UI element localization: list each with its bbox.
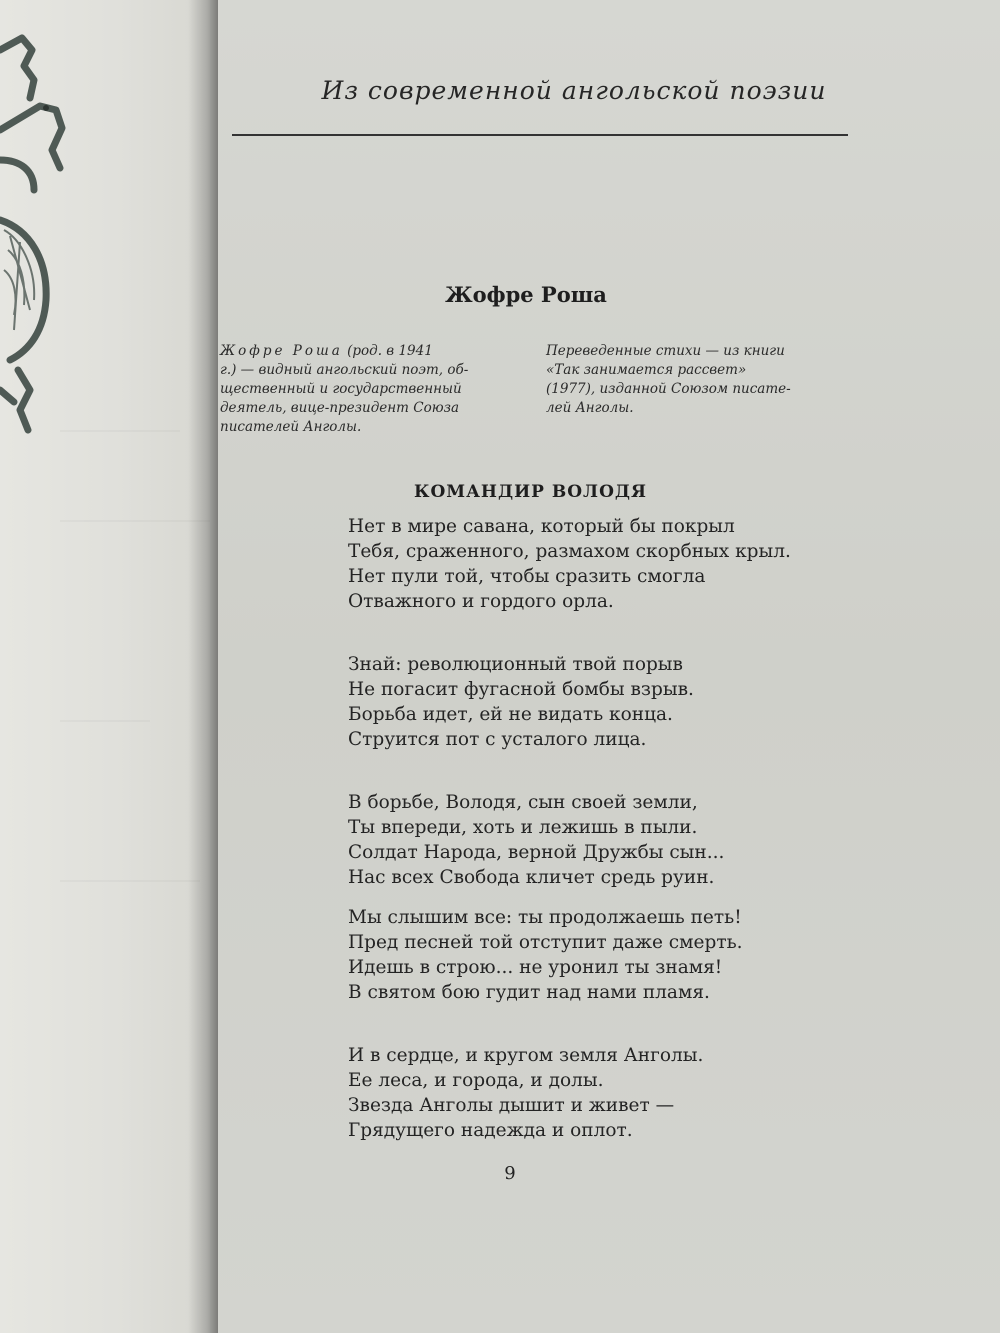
right-page bbox=[218, 0, 1000, 1333]
note-line: Переведенные стихи — из книги bbox=[546, 343, 785, 359]
poem-line: И в сердце, и кругом земля Анголы. bbox=[348, 1045, 704, 1066]
bio-line: деятель, вице-президент Союза bbox=[220, 400, 459, 416]
poem-stanza bbox=[348, 1043, 848, 1143]
poem-stanza bbox=[348, 790, 848, 890]
author-heading: Жофре Роша bbox=[445, 282, 607, 307]
poem-line: Нет в мире савана, который бы покрыл bbox=[348, 516, 735, 537]
poem-line: Нет пули той, чтобы сразить смогла bbox=[348, 566, 706, 587]
poem-stanza bbox=[348, 514, 848, 614]
bio-author-name: Жофре Роша bbox=[220, 343, 343, 359]
poem-line: Ты впереди, хоть и лежишь в пыли. bbox=[348, 817, 698, 838]
poem-line: Пред песней той отступит даже смерть. bbox=[348, 932, 743, 953]
note-line: лей Анголы. bbox=[546, 400, 634, 416]
left-page bbox=[0, 0, 210, 1333]
poem-line: Ее леса, и города, и долы. bbox=[348, 1070, 604, 1091]
poem-line: В борьбе, Володя, сын своей земли, bbox=[348, 792, 698, 813]
poem-line: Грядущего надежда и оплот. bbox=[348, 1120, 633, 1141]
poem-line: Струится пот с усталого лица. bbox=[348, 729, 647, 750]
translation-note bbox=[546, 342, 844, 418]
note-line: «Так занимается рассвет» bbox=[546, 362, 747, 378]
poem-line: Мы слышим все: ты продолжаешь петь! bbox=[348, 907, 742, 928]
poem-line: В святом бою гудит над нами пламя. bbox=[348, 982, 710, 1003]
show-through-mark bbox=[60, 880, 200, 882]
poem-line: Борьба идет, ей не видать конца. bbox=[348, 704, 673, 725]
note-line: (1977), изданной Союзом писате- bbox=[546, 381, 791, 397]
lizard-ornament-icon bbox=[0, 10, 85, 440]
page-number: 9 bbox=[504, 1163, 516, 1184]
poem-line: Не погасит фугасной бомбы взрыв. bbox=[348, 679, 694, 700]
show-through-mark bbox=[60, 720, 150, 722]
bio-line: г.) — видный ангольский поэт, об- bbox=[220, 362, 469, 378]
poem-line: Солдат Народа, верной Дружбы сын... bbox=[348, 842, 725, 863]
poem-line: Отважного и гордого орла. bbox=[348, 591, 614, 612]
poem-line: Звезда Анголы дышит и живет — bbox=[348, 1095, 675, 1116]
section-header: Из современной ангольской поэзии bbox=[321, 76, 827, 105]
bio-line: писателей Анголы. bbox=[220, 419, 362, 435]
book-spine-shadow bbox=[188, 0, 220, 1333]
bio-line: (род. в 1941 bbox=[342, 343, 433, 359]
poem-line: Идешь в строю... не уронил ты знамя! bbox=[348, 957, 723, 978]
poem-line: Тебя, сраженного, размахом скорбных крыл. bbox=[348, 541, 791, 562]
poem-line: Знай: революционный твой порыв bbox=[348, 654, 683, 675]
poem-title: КОМАНДИР ВОЛОДЯ bbox=[414, 482, 648, 502]
header-rule bbox=[232, 134, 848, 136]
poem-stanza bbox=[348, 905, 848, 1005]
poem-line: Нас всех Свобода кличет средь руин. bbox=[348, 867, 715, 888]
bio-line: щественный и государственный bbox=[220, 381, 462, 397]
poem-stanza bbox=[348, 652, 848, 752]
author-bio bbox=[220, 342, 516, 437]
